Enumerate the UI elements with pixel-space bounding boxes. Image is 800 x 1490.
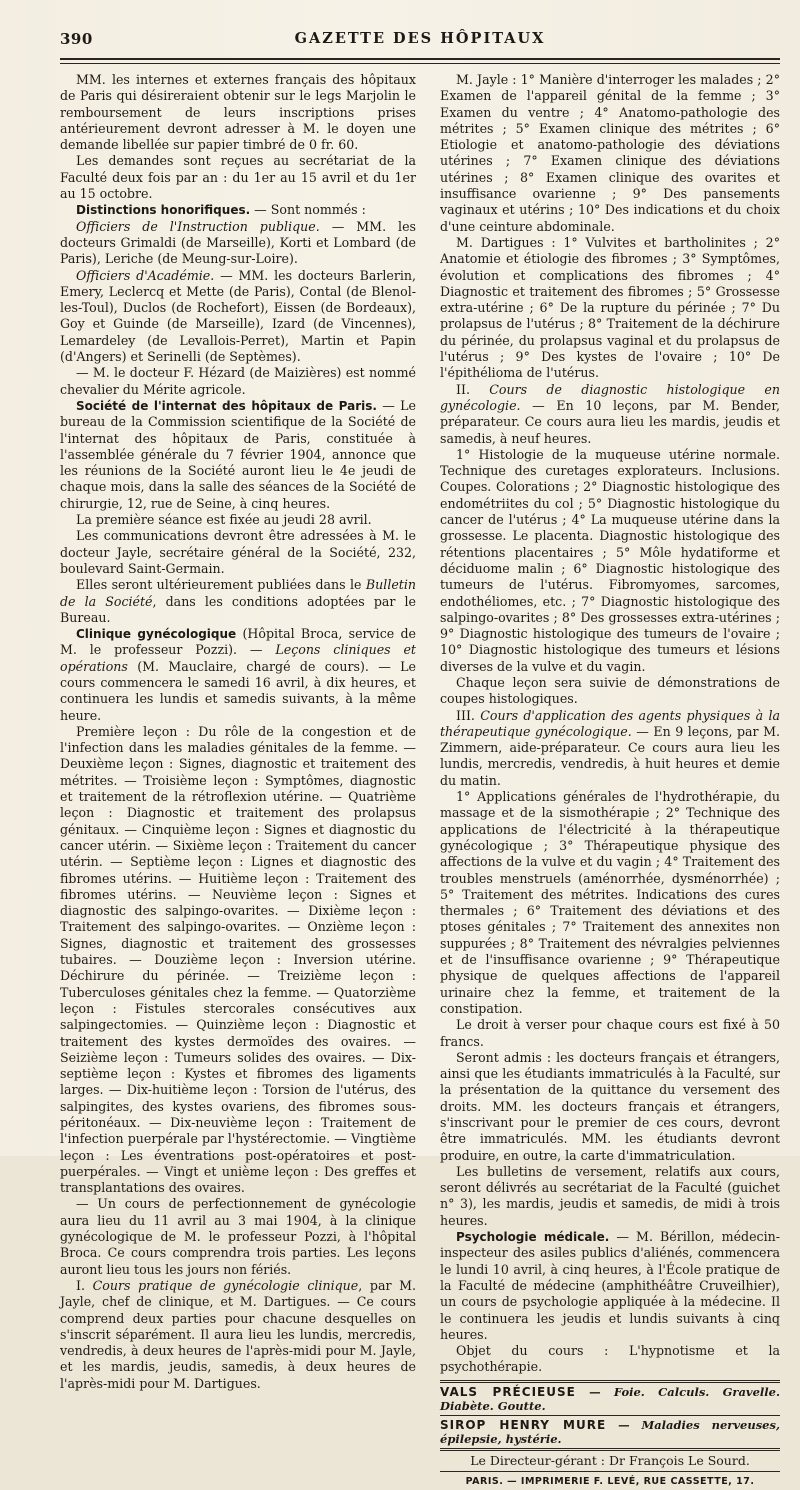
cours-1-number: I. bbox=[76, 1277, 93, 1293]
bulletin-name: Bulletin de la Société bbox=[60, 577, 416, 609]
right-column bbox=[440, 72, 780, 1490]
demonstrations-paragraph: Chaque leçon sera suivie de démonstrations de coupes histologiques. bbox=[440, 674, 780, 707]
cours-3-text: — En 9 leçons, par M. Zimmern, aide-préparateur. Ce cours aura lieu les lundis, mercredis, vendredis, à huit heures et demie du matin. bbox=[440, 723, 780, 788]
ad-sirop-description: — Maladies nerveuses, épilepsie, hystérie. bbox=[440, 1417, 780, 1446]
cours-2-number: II. bbox=[456, 381, 490, 397]
academie-paragraph bbox=[60, 268, 416, 366]
footer-rule-imprint bbox=[440, 1471, 780, 1472]
legs-marjolin-paragraph: MM. les internes et externes français des hôpitaux de Paris qui désireraient obtenir sur le legs Marjolin le remboursement de leurs inscriptions prises antérieurement devront adresser à M. le doyen une demande libellée sur papier timbré de 0 fr. 60. bbox=[60, 72, 416, 153]
cours-3-number: III. bbox=[456, 707, 481, 723]
premiere-seance-paragraph: La première séance est fixée au jeudi 28 avril. bbox=[76, 512, 372, 528]
advertisement-vals bbox=[440, 1385, 780, 1413]
bulletin-pre: Elles seront ultérieurement publiées dans le bbox=[76, 577, 366, 593]
psychologie-heading: Psychologie médicale. bbox=[456, 1230, 610, 1245]
admis-paragraph: Seront admis : les docteurs français et étrangers, ainsi que les étudiants immatriculés à la Faculté, sur la présentation de la quittance du versement des droits. MM. les docteurs français et étrangers, s'inscrivant pour le premier de ces cours, devront être immatriculés. MM. les étudiants devront produire, en outre, la carte d'immatriculation. bbox=[440, 1049, 780, 1163]
droit-paragraph: Le droit à verser pour chaque cours est fixé à 50 francs. bbox=[440, 1017, 780, 1049]
instruction-text: — MM. les docteurs Grimaldi (de Marseille), Korti et Lombard (de Paris), Leriche (de Meung-sur-Loire). bbox=[60, 218, 416, 267]
cours-3-label: Cours d'application des agents physiques à la thérapeutique gynécologique. bbox=[440, 707, 780, 739]
objet-paragraph: Objet du cours : L'hypnotisme et la psychothérapie. bbox=[440, 1343, 780, 1375]
cours-2-text: — En 10 leçons, par M. Bender, préparateur. Ce cours aura lieu les mardis, jeudis et samedis, à neuf heures. bbox=[440, 397, 780, 446]
journal-title: GAZETTE DES HÔPITAUX bbox=[294, 30, 546, 47]
footer-rule-bottom bbox=[440, 1448, 780, 1451]
bulletins-paragraph: Les bulletins de versement, relatifs aux cours, seront délivrés au secrétariat de la Faculté (guichet n° 3), les mardis, jeudis et samedis, de midi à trois heures. bbox=[440, 1163, 780, 1228]
header-rule-thin bbox=[60, 63, 780, 64]
distinctions-paragraph bbox=[60, 202, 416, 218]
merite-paragraph: — M. le docteur F. Hézard (de Maizières) est nommé chevalier du Mérite agricole. bbox=[60, 365, 416, 397]
imprint-line: PARIS. — IMPRIMERIE F. LEVÉ, RUE CASSETTE, 17. bbox=[465, 1476, 755, 1488]
header-rule-thick bbox=[60, 58, 780, 60]
communications-paragraph: Les communications devront être adressées à M. le docteur Jayle, secrétaire général de la Société, 232, boulevard Saint-Germain. bbox=[60, 528, 416, 576]
footer-rule-top bbox=[440, 1380, 780, 1383]
cours-1-text: , par M. Jayle, chef de clinique, et M. Dartigues. — Ce cours comprend deux parties pour chacune desquelles on s'inscrit séparément. Il aura lieu les lundis, mercredis, vendredis, à deux heures de l'après-midi pour M. Jayle, et les mardis, jeudis, samedis, à deux heures de l'après-midi pour M. Dartigues. bbox=[60, 1277, 417, 1391]
cours-3-paragraph bbox=[440, 708, 780, 789]
instruction-label: Officiers de l'Instruction publique. bbox=[76, 218, 320, 234]
clinique-pre: (Hôpital Broca, service de M. le professeur Pozzi). — bbox=[60, 626, 417, 658]
clinique-label: Leçons cliniques et opérations bbox=[60, 642, 416, 674]
page-header bbox=[60, 30, 780, 56]
cours-2-paragraph bbox=[440, 382, 780, 447]
cours-2-label: Cours de diagnostic histologique en gynécologie. bbox=[440, 381, 780, 413]
perfectionnement-paragraph: — Un cours de perfectionnement de gynécologie aura lieu du 11 avril au 3 mai 1904, à la clinique gynécologique de M. le professeur Pozzi, à l'hôpital Broca. Ce cours comprendra trois parties. Les leçons auront lieu tous les jours non fériés. bbox=[60, 1196, 416, 1277]
directeur-gerant: Le Directeur-gérant : Dr François Le Sourd. bbox=[470, 1452, 750, 1468]
bulletin-paragraph bbox=[60, 577, 416, 626]
distinctions-text: — Sont nommés : bbox=[250, 202, 366, 218]
academie-label: Officiers d'Académie. bbox=[76, 267, 215, 283]
distinctions-heading: Distinctions honorifiques. bbox=[76, 203, 251, 218]
societe-heading: Société de l'internat des hôpitaux de Paris. bbox=[76, 398, 377, 413]
clinique-post: (M. Mauclaire, chargé de cours). — Le cours commencera le samedi 16 avril, à dix heures, et continuera les lundis et samedis suivants, à la même heure. bbox=[60, 658, 416, 723]
cours-1-paragraph bbox=[60, 1278, 416, 1392]
clinique-heading: Clinique gynécologique bbox=[76, 627, 237, 642]
left-column bbox=[60, 72, 416, 1392]
dartigues-paragraph: M. Dartigues : 1° Vulvites et bartholinites ; 2° Anatomie et étiologie des fibromes ; 3° Symptômes, évolution et complications des fibromes ; 4° Diagnostic et traitement des fibromes ; 5° Grossesse extra-utérine ; 6° De la rupture du périnée ; 7° Du prolapsus de l'utérus ; 8° Traitement de la déchirure du périnée, du prolapsus vaginal et du prolapsus de l'utérus ; 9° Des kystes de l'ovaire ; 10° De l'épithélioma de l'utérus. bbox=[440, 234, 780, 381]
footer-block bbox=[440, 1380, 780, 1490]
psychologie-paragraph bbox=[440, 1229, 780, 1343]
histologie-paragraph: 1° Histologie de la muqueuse utérine normale. Technique des curetages explorateurs. Inclusions. Coupes. Colorations ; 2° Diagnostic histologique des endométriites du col ; 5° Diagnostic histologique du cancer de l'utérus ; 4° La muqueuse utérine dans la grossesse. Le placenta. Diagnostic histologique des rétentions placentaires ; 5° Môle hydatiforme et déciduome malin ; 6° Diagnostic histologique des tumeurs de l'utérus. Fibromyomes, sarcomes, endothéliomes, etc. ; 7° Diagnostic histologique des salpingo-ovarites ; 8° Des grossesses extra-utérines ; 9° Diagnostic histologique des tumeurs de l'ovaire ; 10° Diagnostic histologique des tumeurs et lésions diverses de la vulve et du vagin. bbox=[440, 446, 780, 674]
advertisement-sirop bbox=[440, 1418, 780, 1446]
lecons-paragraph: Première leçon : Du rôle de la congestion et de l'infection dans les maladies génitales de la femme. — Deuxième leçon : Signes, diagnostic et traitement des métrites. — Troisième leçon : Symptômes, diagnostic et traitement de la rétroflexion utérine. — Quatrième leçon : Diagnostic et traitement des prolapsus génitaux. — Cinquième leçon : Signes et diagnostic du cancer utérin. — Sixième leçon : Traitement du cancer utérin. — Septième leçon : Lignes et diagnostic des fibromes utérins. — Huitième leçon : Traitement des fibromes utérins. — Neuvième leçon : Signes et diagnostic des salpingo-ovarites. — Dixième leçon : Traitement des salpingo-ovarites. — Onzième leçon : Signes, diagnostic et traitement des grossesses tubaires. — Douzième leçon : Inversion utérine. Déchirure du périnée. — Treizième leçon : Tuberculoses génitales chez la femme. — Quatorzième leçon : Fistules stercorales consécutives aux salpingectomies. — Quinzième leçon : Diagnostic et traitement des kystes dermoïdes des ovaires. — Seizième leçon : Tumeurs solides des ovaires. — Dix-septième leçon : Kystes et fibromes des ligaments larges. — Dix-huitième leçon : Torsion de l'utérus, des salpingites, des kystes ovariens, des fibromes sous-péritonéaux. — Dix-neuvième leçon : Traitement de l'infection puerpérale par l'hystérectomie. — Vingtième leçon : Les éventrations post-opératoires et post-puerpérales. — Vingt et unième leçon : Des greffes et transplantations des ovaires. bbox=[60, 723, 416, 1196]
ad-vals-description: — Foie. Calculs. Gravelle. Diabète. Goutte. bbox=[440, 1384, 780, 1413]
jayle-paragraph: M. Jayle : 1° Manière d'interroger les malades ; 2° Examen de l'appareil génital de la femme ; 3° Examen du ventre ; 4° Anatomo-pathologie des métrites ; 5° Examen clinique des métrites ; 6° Etiologie et anatomo-pathologie des déviations utérines ; 7° Examen clinique des déviations utérines ; 8° Examen clinique des ovarites et insuffisance ovarienne ; 9° Des pansements vaginaux et utérins ; 10° Des indications et du choix d'une ceinture abdominale. bbox=[440, 72, 780, 234]
demandes-paragraph: Les demandes sont reçues au secrétariat de la Faculté deux fois par an : du 1er au 15 avril et du 1er au 15 octobre. bbox=[60, 153, 416, 202]
bulletin-post: , dans les conditions adoptées par le Bureau. bbox=[60, 593, 416, 625]
academie-text: — MM. les docteurs Barlerin, Emery, Leclercq et Mette (de Paris), Contal (de Blenol-les-Toul), Duclos (de Rochefort), Eissen (de Bordeaux), Goy et Guinde (de Marseille), Izard (de Vincennes), Lemardeley (de Levallois-Perret), Martin et Papin (d'Angers) et Serinelli (de Septèmes). bbox=[60, 267, 416, 365]
clinique-paragraph bbox=[60, 626, 416, 724]
psychologie-text: — M. Bérillon, médecin-inspecteur des asiles publics d'aliénés, commencera le lundi 10 avril, à cinq heures, à l'École pratique de la Faculté de médecine (amphithéâtre Cruveilhier), un cours de psychologie appliquée à la médecine. Il le continuera les jeudis et lundis suivants à cinq heures. bbox=[440, 1229, 780, 1342]
cours-1-label: Cours pratique de gynécologie clinique bbox=[92, 1277, 359, 1293]
ad-vals-brand: VALS PRÉCIEUSE bbox=[440, 1384, 576, 1399]
societe-paragraph bbox=[60, 398, 416, 512]
footer-rule-middle bbox=[440, 1415, 780, 1416]
ad-sirop-brand: SIROP HENRY MURE bbox=[440, 1417, 607, 1432]
page-number: 390 bbox=[60, 30, 93, 48]
instruction-paragraph bbox=[60, 219, 416, 268]
societe-text: — Le bureau de la Commission scientifique de la Société de l'internat des hôpitaux de Paris, constituée à l'assemblée générale du 7 février 1904, annonce que les réunions de la Société auront lieu le 4e jeudi de chaque mois, dans la salle des séances de la Société de chirurgie, 12, rue de Seine, à cinq heures. bbox=[60, 397, 417, 511]
applications-paragraph: 1° Applications générales de l'hydrothérapie, du massage et de la sismothérapie ; 2° Technique des applications de l'électricité à la thérapeutique gynécologique ; 3° Thérapeutique physique des affections de la vulve et du vagin ; 4° Traitement des troubles menstruels (aménorrhée, dysménorrhée) ; 5° Traitement des métrites. Indications des cures thermales ; 6° Traitement des déviations et des ptoses génitales ; 7° Traitement des annexites non suppurées ; 8° Traitement des névralgies pelviennes et de l'insuffisance ovarienne ; 9° Thérapeutique physique de quelques affections de l'appareil urinaire chez la femme, et traitement de la constipation. bbox=[440, 789, 780, 1016]
